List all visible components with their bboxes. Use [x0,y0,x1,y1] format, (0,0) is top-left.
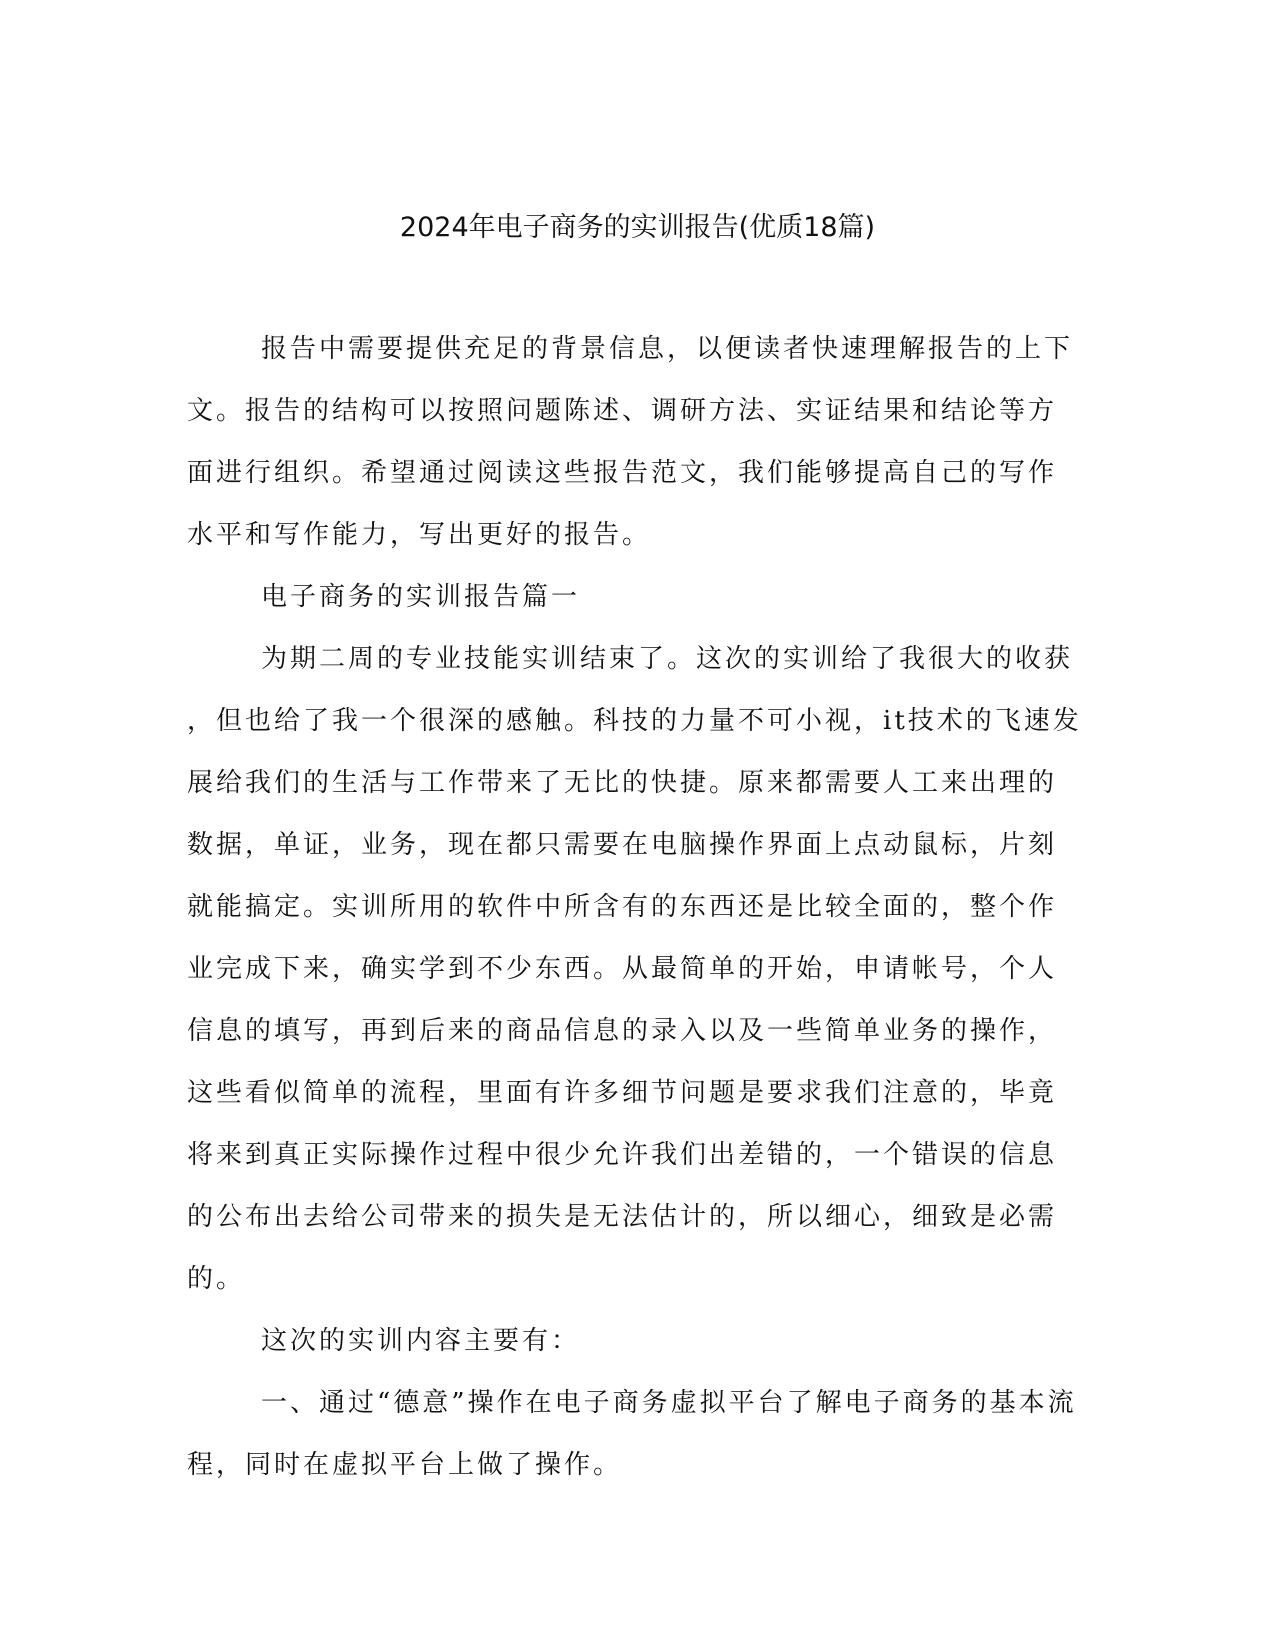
text-line: 文。报告的结构可以按照问题陈述、调研方法、实证结果和结论等方 [187,396,1058,426]
text-line: 这些看似简单的流程，里面有许多细节问题是要求我们注意的，毕竟 [187,1078,1058,1108]
text-line: 展给我们的生活与工作带来了无比的快捷。原来都需要人工来出理的 [187,768,1058,798]
text-line: 的。 [187,1264,246,1294]
document-title: 2024年电子商务的实训报告(优质18篇) [399,212,876,243]
text-line: 面进行组织。希望通过阅读这些报告范文，我们能够提高自己的写作 [187,458,1058,488]
text-line: 报告中需要提供充足的背景信息，以便读者快速理解报告的上下 [261,334,1074,364]
text-line: 一、通过“德意”操作在电子商务虚拟平台了解电子商务的基本流 [261,1388,1077,1418]
text-line: 将来到真正实际操作过程中很少允许我们出差错的，一个错误的信息 [187,1140,1058,1170]
text-line: 业完成下来，确实学到不少东西。从最简单的开始，申请帐号，个人 [187,954,1058,984]
text-line: 的公布出去给公司带来的损失是无法估计的，所以细心，细致是必需 [187,1202,1058,1232]
text-line: 为期二周的专业技能实训结束了。这次的实训给了我很大的收获 [261,644,1074,674]
text-line: 程，同时在虚拟平台上做了操作。 [187,1450,623,1480]
text-line: 信息的填写，再到后来的商品信息的录入以及一些简单业务的操作， [187,1016,1058,1046]
text-line: 电子商务的实训报告篇一 [261,582,581,612]
document-body [187,318,1087,1496]
text-line: 就能搞定。实训所用的软件中所含有的东西还是比较全面的，整个作 [187,892,1058,922]
text-line: 这次的实训内容主要有： [261,1326,581,1356]
text-line: 水平和写作能力，写出更好的报告。 [187,520,652,550]
text-line: 数据，单证，业务，现在都只需要在电脑操作界面上点动鼠标，片刻 [187,830,1058,860]
text-line: ，但也给了我一个很深的感触。科技的力量不可小视，it技术的飞速发 [187,706,1082,736]
